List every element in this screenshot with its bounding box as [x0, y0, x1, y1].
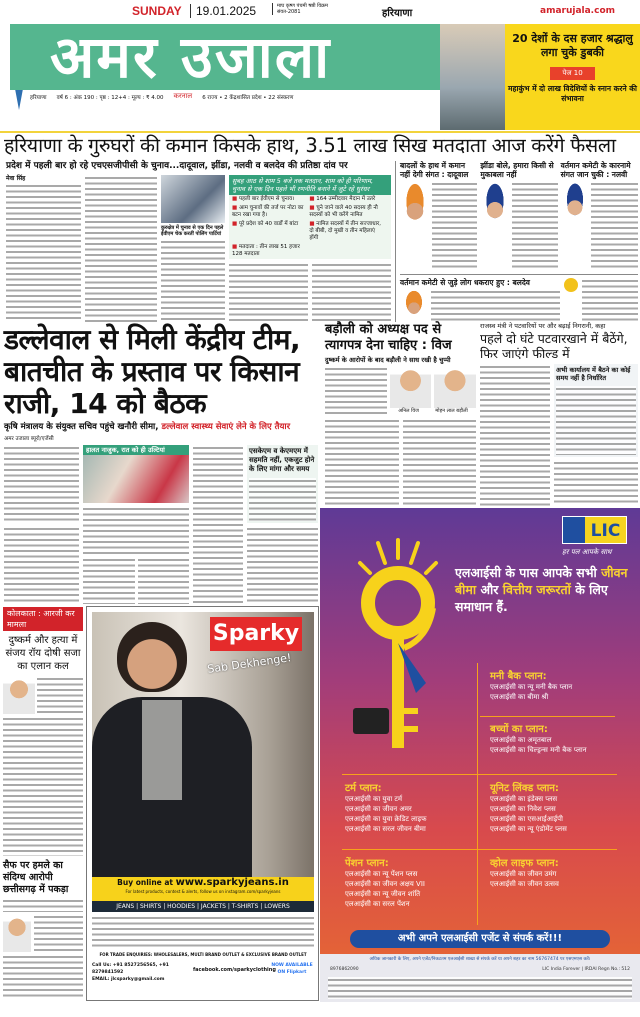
plan-item: एलआईसी का चिल्ड्रन्स मनी बैक प्लान: [490, 746, 587, 754]
subhead-text: कृषि मंत्रालय के संयुक्त सचिव पहुंचे खनौरी सीमा,: [4, 422, 159, 432]
side-note-body: [582, 278, 638, 322]
kolkata-body-cont: [3, 716, 83, 856]
farmers-subhead: [4, 422, 318, 433]
lead-section: [0, 134, 640, 322]
revenue-columns: [480, 364, 638, 506]
vij-columns: [325, 418, 476, 506]
evm-photo: [161, 175, 225, 223]
plan-item: एलआईसी का न्यू एंडोमेंट प्लस: [490, 825, 567, 833]
plan-item: एलआईसी का जीवन उमंग: [490, 870, 557, 878]
saif-body-3: [3, 954, 83, 1001]
issue-info: वर्ष 6 : अंक 190 : पृष्ठ : 12+4 : मूल्य : ₹ 4.00: [56, 94, 164, 101]
contact-info: [92, 962, 190, 983]
profile-title: बादलों के हाथ में कमान नहीं देगी संगत : दादूवाल: [400, 161, 469, 179]
lic-info: अधिक जानकारी के लिए, अपने एजेंट/निकटतम एलआईसी शाखा से संपर्क करें या अपने शहर का नाम 56767474 पर एसएमएस करें।: [369, 957, 591, 962]
lead-body-col1: [6, 183, 81, 322]
farmers-photo-caption: [83, 506, 189, 554]
plan-title: मनी बैक प्लान:: [490, 671, 547, 682]
plan-item: एलआईसी का निवेश प्लस: [490, 805, 556, 813]
city-edition: करनाल: [173, 92, 193, 100]
model-tshirt: [142, 700, 182, 800]
plan-item: एलआईसी का न्यू जीवन शांति: [345, 890, 421, 898]
lead-col-d: [229, 175, 391, 322]
kolkata-story: [3, 607, 83, 673]
plan-item: एलआईसी का जीवन अमर: [345, 805, 412, 813]
buy-online-banner[interactable]: [92, 877, 314, 901]
plan-item: एलआईसी का इंडेक्स प्लस: [490, 795, 558, 803]
saif-photo-row: [3, 914, 83, 952]
portrait-jhinda: [480, 181, 510, 231]
headline-part: एलआईसी के पास आपके सभी: [455, 565, 602, 580]
portrait-sanjay-roy: [3, 676, 35, 714]
profile-jhinda: [480, 161, 557, 271]
plan-title: बच्चों का प्लान:: [490, 724, 548, 735]
lead-subhead: प्रदेश में पहली बार हो रहे एचएसजीपीसी के चुनाव...दादूवाल, झींडा, नलवी व बलदेव की प्रतिष्ठा दांव पर: [6, 161, 348, 171]
lic-ad[interactable]: [320, 508, 640, 1002]
farmers-body-col0: [4, 526, 79, 604]
portrait-captions: [390, 408, 476, 415]
farmers-section: [4, 324, 318, 604]
plan-item: एलआईसी का जीवन अक्षय VII: [345, 880, 425, 888]
saif-headline: सैफ पर हमले का संदिग्ध आरोपी छत्तीसगढ़ में पकड़ा: [3, 859, 69, 895]
divider: [342, 774, 617, 775]
revenue-box-title: अभी कार्यालय में बैठने का कोई समय नहीं है निर्धारित: [556, 366, 631, 382]
plan-term: [345, 780, 473, 834]
flipkart-badge[interactable]: NOW AVAILABLE ON Flipkart: [271, 963, 313, 975]
date-label: 19.01.2025: [190, 4, 256, 18]
plan-whole-life: [490, 855, 635, 889]
lic-contact-row: [320, 963, 640, 977]
farmers-body-col2: [193, 445, 243, 604]
reach-info: 6 राज्य • 2 केंद्रशासित प्रदेश • 22 संस्करण: [202, 94, 294, 101]
sidebar: [3, 607, 83, 1000]
profile-nalvi: [561, 161, 638, 271]
fact-item: ■ नामित सदस्यों में तीन सज्जाधार, दो बीबी, दो मुखी व तीन महिलाएं होंगी: [309, 221, 382, 242]
profile-content: [400, 181, 477, 271]
vij-headline: बड़ौली को अध्यक्ष पद से त्यागपत्र देना चाहिए : विज: [325, 322, 452, 353]
lead-col-a: [6, 175, 81, 322]
profiles-area: [396, 161, 640, 322]
revenue-body-col2: [554, 460, 638, 506]
lic-disclaimer: [328, 977, 632, 999]
plan-pension: [345, 855, 473, 909]
fact-item: ■ 164 उम्मीदवार मैदान में उतरे: [309, 196, 382, 203]
fact-item: ■ आम चुनावों की तर्ज पर नोटा का बटन रखा गया है।: [232, 205, 305, 219]
lic-footer: [320, 954, 640, 1002]
farmers-col-b: [83, 445, 189, 604]
lead-body-col4: [229, 262, 308, 322]
issue-line: [30, 92, 440, 101]
contact-agent-banner[interactable]: अभी अपने एलआईसी एजेंट से संपर्क करें!!!: [350, 930, 610, 948]
plan-item: एलआईसी का जीवन उत्सव: [490, 880, 559, 888]
profile-title: वर्तमान कमेटी के कारनामे संगत जान चुकी : नलवी: [560, 161, 631, 179]
profile-content: [480, 181, 557, 271]
profile-title: झींडा बोले, हमारा किसी से मुकाबला नहीं: [480, 161, 554, 179]
farmers-body-col4: [138, 557, 190, 605]
photo-title: हालत नाजुक, रात को ही उल्टियां: [83, 445, 189, 455]
farmers-body-col3: [83, 557, 135, 605]
email: EMAIL: jlcsparky@gmail.com: [92, 977, 165, 982]
logo-text: अमर उजाला: [50, 23, 332, 91]
divider: [342, 849, 617, 850]
facts-title: सुबह आठ से शाम 5 बजे तक मतदान, शाम को ही परिणाम, चुनाव से एक दिन पहले भी रणनीति बनाने में जुटे रहे धुरंधर: [229, 175, 391, 195]
plan-ulip: [490, 780, 635, 834]
revenue-col-b: [554, 364, 638, 506]
key-mascot-icon: [338, 538, 448, 753]
profile-baldev: [400, 278, 560, 322]
samvat-label: माघ कृष्ण पंचमी षष्ठी विक्रम संवत-2081: [272, 3, 334, 15]
saif-body-2: [34, 914, 83, 952]
dallewal-photo: [83, 445, 189, 503]
plan-item: एलआईसी का सरल पेंशन: [345, 900, 410, 908]
plan-children: [490, 721, 635, 755]
kolkata-photo-row: [3, 676, 83, 714]
promo-box[interactable]: [505, 24, 640, 130]
profile-body: [591, 181, 638, 271]
portrait-baldev: [400, 289, 428, 322]
trade-enquiries: FOR TRADE ENQUIRIES: WHOLESALERS, MULTI BRAND OUTLET & EXCLUSIVE BRAND OUTLET: [99, 952, 307, 957]
phone: Call Us: +91 8527256565, +91 8279841592: [92, 963, 169, 975]
portrait-badoli: [434, 366, 476, 408]
plan-money-back: [490, 668, 635, 702]
headline-highlight: वित्तीय जरूरतों: [502, 582, 571, 597]
vij-photo-row: [325, 366, 476, 415]
farmers-body-col1: [4, 445, 79, 523]
follow-text: For latest products, contest & alerts, follow us on instagram.com/sparkyjeans: [125, 889, 281, 894]
revenue-box-body: [556, 386, 636, 455]
divider: [0, 131, 640, 133]
lead-columns: [6, 175, 391, 322]
farmers-col-a: [4, 445, 79, 604]
farmers-lower-cols: [83, 557, 189, 605]
fact-item: ■ चुने जाने वाले 40 सदस्य ही नौ सदस्यों को भी करेंगे नामित: [309, 205, 382, 219]
plan-item: एलआईसी का न्यू पेंशन प्लस: [345, 870, 418, 878]
plan-title: पेंशन प्लान:: [345, 858, 389, 869]
lead-body-col3: [161, 239, 225, 322]
edition-state: हरियाणा: [30, 94, 47, 101]
plan-item: एलआईसी का बीमा श्री: [490, 693, 549, 701]
photo-caption: कुरुक्षेत्र में चुनाव से एक दिन पहले ईवीएम चेक करतीं पोलिंग पार्टियां: [161, 225, 224, 237]
kolkata-headline: दुष्कर्म और हत्या में संजय रॉय दोषी सजा का एलान कल: [5, 635, 81, 672]
top-bar: [0, 0, 640, 22]
profile-dadoowal: [400, 161, 477, 271]
divider: [480, 716, 615, 717]
skm-box-body: [249, 478, 316, 521]
lead-col-d-text: [229, 262, 391, 322]
website-link[interactable]: amarujala.com: [540, 6, 616, 16]
promo-page: पेज 10: [550, 67, 594, 80]
fact-item: ■ पूरे प्रदेश को 40 वार्डों में बांटा: [232, 221, 305, 242]
plan-item: एलआईसी का युवा क्रेडिट लाइफ: [345, 815, 427, 823]
lic-emblem-icon: [563, 517, 585, 543]
divider: [477, 663, 478, 925]
facts-list: [229, 195, 391, 259]
portrait-accused: [3, 914, 31, 952]
vij-section: [325, 322, 476, 506]
fact-item: ■ मतदाता : तीन लाख 51 हजार 128 मतदाता: [232, 244, 305, 258]
info-icon: [564, 278, 578, 292]
revenue-section: [480, 322, 638, 506]
plan-item: एलआईसी का न्यू मनी बैक प्लान: [490, 683, 573, 691]
plan-title: व्होल लाइफ प्लान:: [490, 858, 559, 869]
lead-left: [0, 161, 395, 322]
profiles-row: [400, 161, 638, 271]
logo-banner: [10, 24, 440, 90]
farmers-byline: अमर उजाला ब्यूरो/एजेंसी: [4, 436, 54, 442]
plan-item: एलआईसी का सरल जीवन बीमा: [345, 825, 426, 833]
farmers-columns: [4, 445, 318, 604]
vij-subhead: दुष्कर्म के आरोपों के बाद बड़ौली ने साध रखी है चुप्पी: [325, 356, 451, 364]
edition-label: हरियाणा: [382, 8, 413, 19]
kolkata-body: [37, 676, 83, 714]
plan-item: एलआईसी का युवा टर्म: [345, 795, 403, 803]
profile-body: [431, 289, 560, 322]
vij-portraits: [390, 366, 476, 415]
lead-body-row: [0, 161, 640, 322]
lic-phone: 8976862090: [330, 967, 359, 972]
portrait-vij: [390, 366, 431, 408]
vij-body-col2: [403, 418, 477, 506]
sparky-ad[interactable]: [86, 606, 319, 1001]
vij-body: [325, 366, 387, 415]
saif-body: [3, 898, 83, 912]
day-label: SUNDAY: [132, 4, 182, 18]
revenue-kicker: राजस्व मंत्री ने पटवारियों पर और बढ़ाई निगरानी, कहा: [480, 322, 606, 330]
lic-logo-text: LIC: [585, 517, 626, 543]
profile-title: वर्तमान कमेटी से जुड़े लोग धकराए हुए : बलदेव: [400, 278, 530, 287]
divider: [400, 274, 638, 275]
plan-item: एलआईसी का अमृतबाल: [490, 736, 552, 744]
buy-label: Buy online at: [117, 878, 174, 887]
lic-motto: हर पल आपके साथ: [562, 548, 612, 556]
lead-body-col5: [312, 262, 391, 322]
plan-title: टर्म प्लान:: [345, 783, 382, 794]
farmers-body-col5: [247, 526, 318, 604]
plan-title: यूनिट लिंक्ड प्लान:: [490, 783, 559, 794]
categories-bar: JEANS | SHIRTS | HOODIES | JACKETS | T-SHIRTS | LOWERS: [92, 901, 314, 912]
caption-badoli: मोहन लाल बड़ौली: [435, 408, 468, 414]
profile-content: [561, 181, 638, 271]
plan-item: एलआईसी का एसआईआईपी: [490, 815, 563, 823]
promo-text: महाकुंभ में दो लाख विदेशियों के स्नान करने की संभावना: [508, 84, 637, 103]
headline-highlight: जीवन बीमा: [455, 565, 628, 597]
lead-col-c: [161, 175, 225, 322]
lic-social[interactable]: LIC India Forever | IRDAI Regn No.: 512: [542, 967, 630, 972]
lic-logo: [562, 516, 627, 544]
portrait-nalvi: [561, 181, 589, 227]
portrait-dadoowal: [400, 181, 430, 233]
brand-outlets: [92, 915, 314, 949]
sparky-url[interactable]: www.sparkyjeans.in: [175, 877, 289, 888]
vij-body-col1: [325, 418, 399, 506]
skm-box-title: एसकेएम व केएमएम में सहमति नहीं, एकजुट होने के लिए मांगा और समय: [249, 447, 315, 473]
masthead: [0, 24, 440, 108]
election-facts-box: [229, 175, 391, 259]
revenue-box: [554, 364, 638, 457]
farmers-headline: डल्लेवाल से मिली केंद्रीय टीम, बातचीत के प्रस्ताव पर किसान राजी, 14 को बैठक: [4, 323, 301, 420]
headline-part: के लिए समाधान हैं.: [455, 582, 608, 614]
facebook-link[interactable]: facebook.com/sparkyclothing: [193, 967, 276, 973]
portrait-pair: [390, 366, 476, 408]
fact-item: ■ पहली बार ईवीएम से चुनाव।: [232, 196, 305, 203]
profile-content: [400, 289, 560, 322]
lic-headline: [455, 564, 635, 615]
headline-part: और: [476, 582, 503, 597]
lead-headline: हरियाणा के गुरुघरों की कमान किसके हाथ, 3.51 लाख सिख मतदाता आज करेंगे फैसला: [4, 134, 616, 157]
model-head: [117, 622, 187, 692]
lead-body-col2: [85, 175, 157, 322]
skm-box: [247, 445, 318, 523]
profile-baldev-row: [400, 278, 638, 322]
lead-byline: मेवा सिंह: [6, 175, 26, 182]
profile-body: [512, 181, 557, 271]
revenue-body-col1: [480, 364, 550, 506]
subhead-highlight: डल्लेवाल स्वास्थ्य सेवाएं लेने के लिए तैयार: [161, 422, 291, 432]
revenue-headline: पहले दो घंटे पटवारखाने में बैठेंगे, फिर जाएंगे फील्ड में: [480, 331, 628, 361]
sparky-logo: Sparky: [210, 617, 302, 651]
kumbh-photo: [440, 24, 506, 130]
sparky-tagline: Sab Dekhenge!: [206, 651, 293, 676]
promo-title: 20 देशों के दस हजार श्रद्धालु लगा चुके डुबकी: [512, 32, 633, 59]
farmers-col-d: [247, 445, 318, 604]
kolkata-tag: कोलकाता : आरजी कर मामला: [3, 607, 83, 631]
caption-vij: अनिल विज: [398, 408, 419, 414]
profile-body: [432, 181, 477, 271]
